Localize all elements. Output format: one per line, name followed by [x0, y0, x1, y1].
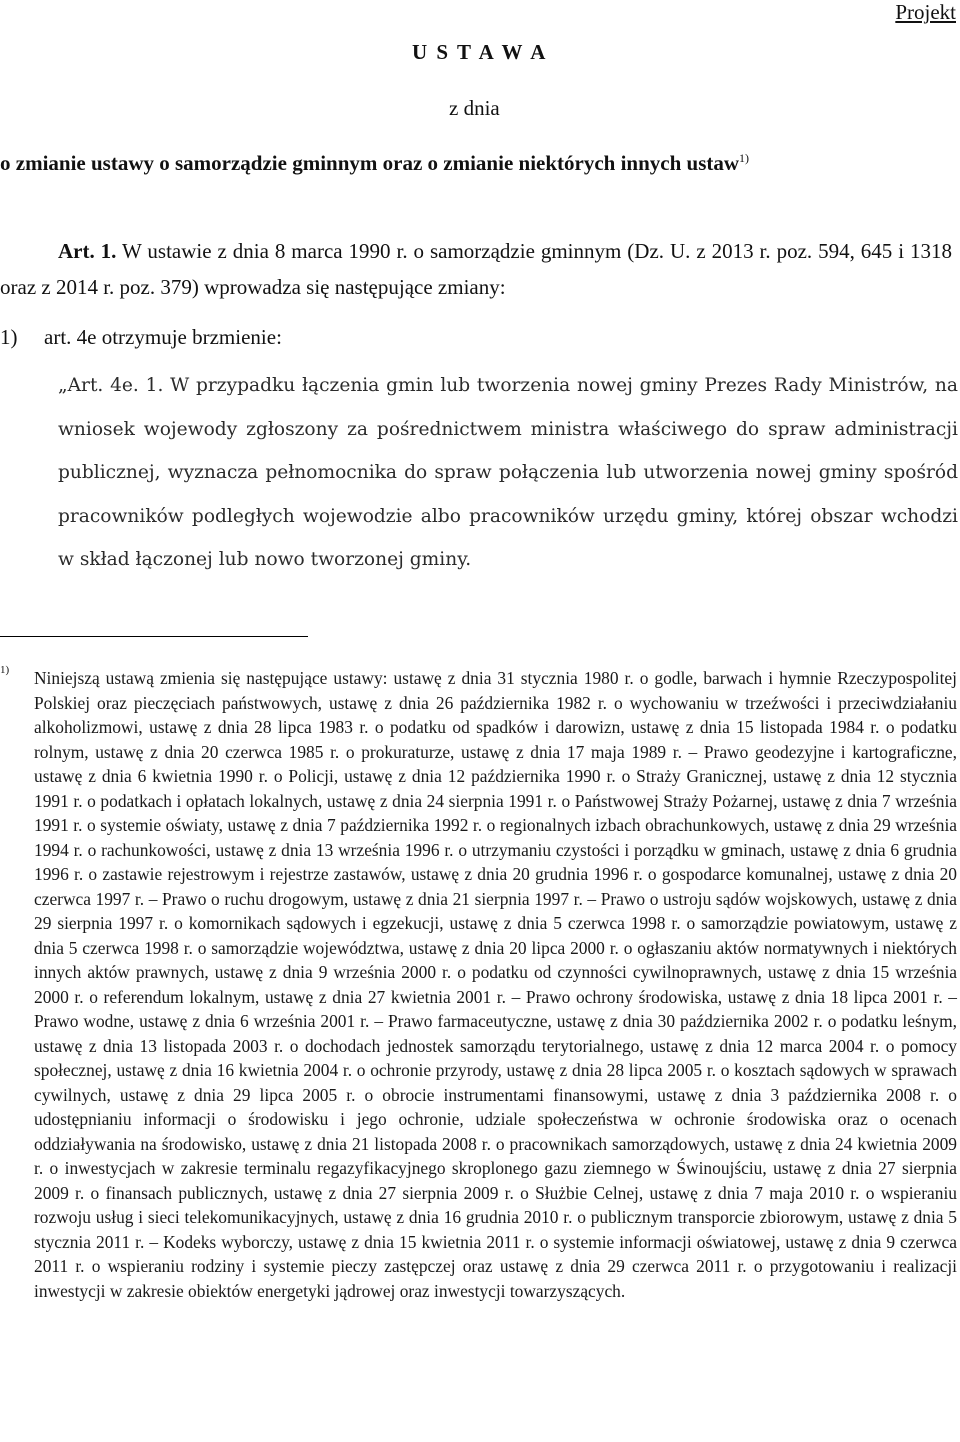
document-date: z dnia — [449, 96, 500, 120]
footnote-separator — [0, 636, 308, 637]
project-label: Projekt — [895, 0, 956, 24]
footnote-reference: 1) — [739, 151, 750, 165]
article-1-label: Art. 1. — [58, 239, 117, 263]
document-title: U S T A W A — [412, 40, 548, 64]
document-subject — [0, 151, 749, 176]
point-1-text: art. 4e otrzymuje brzmienie: — [44, 325, 282, 349]
article-1-text: W ustawie z dnia 8 marca 1990 r. o samorządzie gminnym (Dz. U. z 2013 r. poz. 594, 645 i 1318 oraz z 2014 r. poz. 379) wprowadza się następujące zmiany: — [0, 239, 953, 299]
point-1 — [0, 322, 282, 352]
footnote-marker: 1) — [0, 664, 10, 676]
subject-text: o zmianie ustawy o samorządzie gminnym oraz o zmianie niektórych innych ustaw — [0, 151, 740, 175]
footnote-text: Niniejszą ustawą zmienia się następujące ustawy: ustawę z dnia 31 stycznia 1980 r. o godle, barwach i hymnie Rzeczypospolitej Polskiej oraz pieczęciach państwowych, ustawę z dnia 26 października 1982 r. o wychowaniu w trzeźwości i przeciwdziałaniu alkoholizmowi, ustawę z dnia 28 lipca 1983 r. o podatku od spadków i darowizn, ustawę z dnia 15 listopada 1984 r. o podatku rolnym, ustawę z dnia 20 czerwca 1985 r. o prokuraturze, ustawę z dnia 17 maja 1989 r. – Prawo geodezyjne i kartograficzne, ustawę z dnia 6 kwietnia 1990 r. o Policji, ustawę z dnia 12 października 1990 r. o Straży Granicznej, ustawę z dnia 12 stycznia 1991 r. o podatkach i opłatach lokalnych, ustawę z dnia 24 sierpnia 1991 r. o Państwowej Straży Pożarnej, ustawę z dnia 7 września 1991 r. o systemie oświaty, ustawę z dnia 7 października 1992 r. o regionalnych izbach obrachunkowych, ustawę z dnia 29 września 1994 r. o rachunkowości, ustawę z dnia 13 września 1996 r. o utrzymaniu czystości i porządku w gminach, ustawę z dnia 6 grudnia 1996 r. o zastawie rejestrowym i rejestrze zastawów, ustawę z dnia 20 grudnia 1996 r. o gospodarce komunalnej, ustawę z dnia 20 czerwca 1997 r. – Prawo o ruchu drogowym, ustawę z dnia 21 sierpnia 1997 r. – Prawo o ustroju sądów wojskowych, ustawę z dnia 29 sierpnia 1997 r. o komornikach sądowych i egzekucji, ustawę z dnia 5 czerwca 1998 r. o samorządzie powiatowym, ustawę z dnia 5 czerwca 1998 r. o samorządzie województwa, ustawę z dnia 20 lipca 2000 r. o ogłaszaniu aktów normatywnych i niektórych innych aktów prawnych, ustawę z dnia 9 września 2000 r. o podatku od czynności cywilnoprawnych, ustawę z dnia 15 września 2000 r. o referendum lokalnym, ustawę z dnia 27 kwietnia 2001 r. – Prawo ochrony środowiska, ustawę z dnia 18 lipca 2001 r. – Prawo wodne, ustawę z dnia 6 września 2001 r. – Prawo farmaceutyczne, ustawę z dnia 30 października 2002 r. o podatku leśnym, ustawę z dnia 13 listopada 2003 r. o dochodach jednostek samorządu terytorialnego, ustawę z dnia 12 marca 2004 r. o pomocy społecznej, ustawę z dnia 16 kwietnia 2004 r. o ochronie przyrody, ustawę z dnia 28 lipca 2005 r. o kosztach sądowych w sprawach cywilnych, ustawę z dnia 29 lipca 2005 r. o obrocie instrumentami finansowymi, ustawę z dnia 3 października 2008 r. o udostępnianiu informacji o środowisku i jego ochronie, udziale społeczeństwa w ochronie środowiska oraz o ocenach oddziaływania na środowisko, ustawę z dnia 21 listopada 2008 r. o pracownikach samorządowych, ustawę z dnia 24 kwietnia 2009 r. o inwestycjach w zakresie terminalu regazyfikacyjnego skroplonego gazu ziemnego w Świnoujściu, ustawę z dnia 27 sierpnia 2009 r. o finansach publicznych, ustawę z dnia 27 sierpnia 2009 r. o Służbie Celnej, ustawę z dnia 7 maja 2010 r. o wspieraniu rozwoju usług i sieci telekomunikacyjnych, ustawę z dnia 16 grudnia 2010 r. o publicznym transporcie zbiorowym, ustawę z dnia 5 stycznia 2011 r. – Kodeks wyborczy, ustawę z dnia 15 kwietnia 2011 r. o systemie informacji oświatowej, ustawę z dnia 9 czerwca 2011 r. o wspieraniu rodziny i systemie pieczy zastępczej oraz ustawę z dnia 29 czerwca 2011 r. o przygotowaniu i realizacji inwestycji w zakresie obiektów energetyki jądrowej oraz inwestycji towarzyszących. — [34, 668, 957, 1301]
article-1 — [0, 233, 952, 305]
point-1-number: 1) — [0, 325, 18, 349]
quoted-article-4e: „Art. 4e. 1. W przypadku łączenia gmin lub tworzenia nowej gminy Prezes Rady Ministrów, na wniosek wojewody zgłoszony za pośrednictwem ministra właściwego do spraw administracji publicznej, wyznacza pełnomocnika do spraw połączenia lub utworzenia nowej gminy spośród pracowników podległych wojewodzie albo pracowników urzędu gminy, której obszar wchodzi w skład łączonej lub nowo tworzonej gminy. — [58, 375, 958, 571]
